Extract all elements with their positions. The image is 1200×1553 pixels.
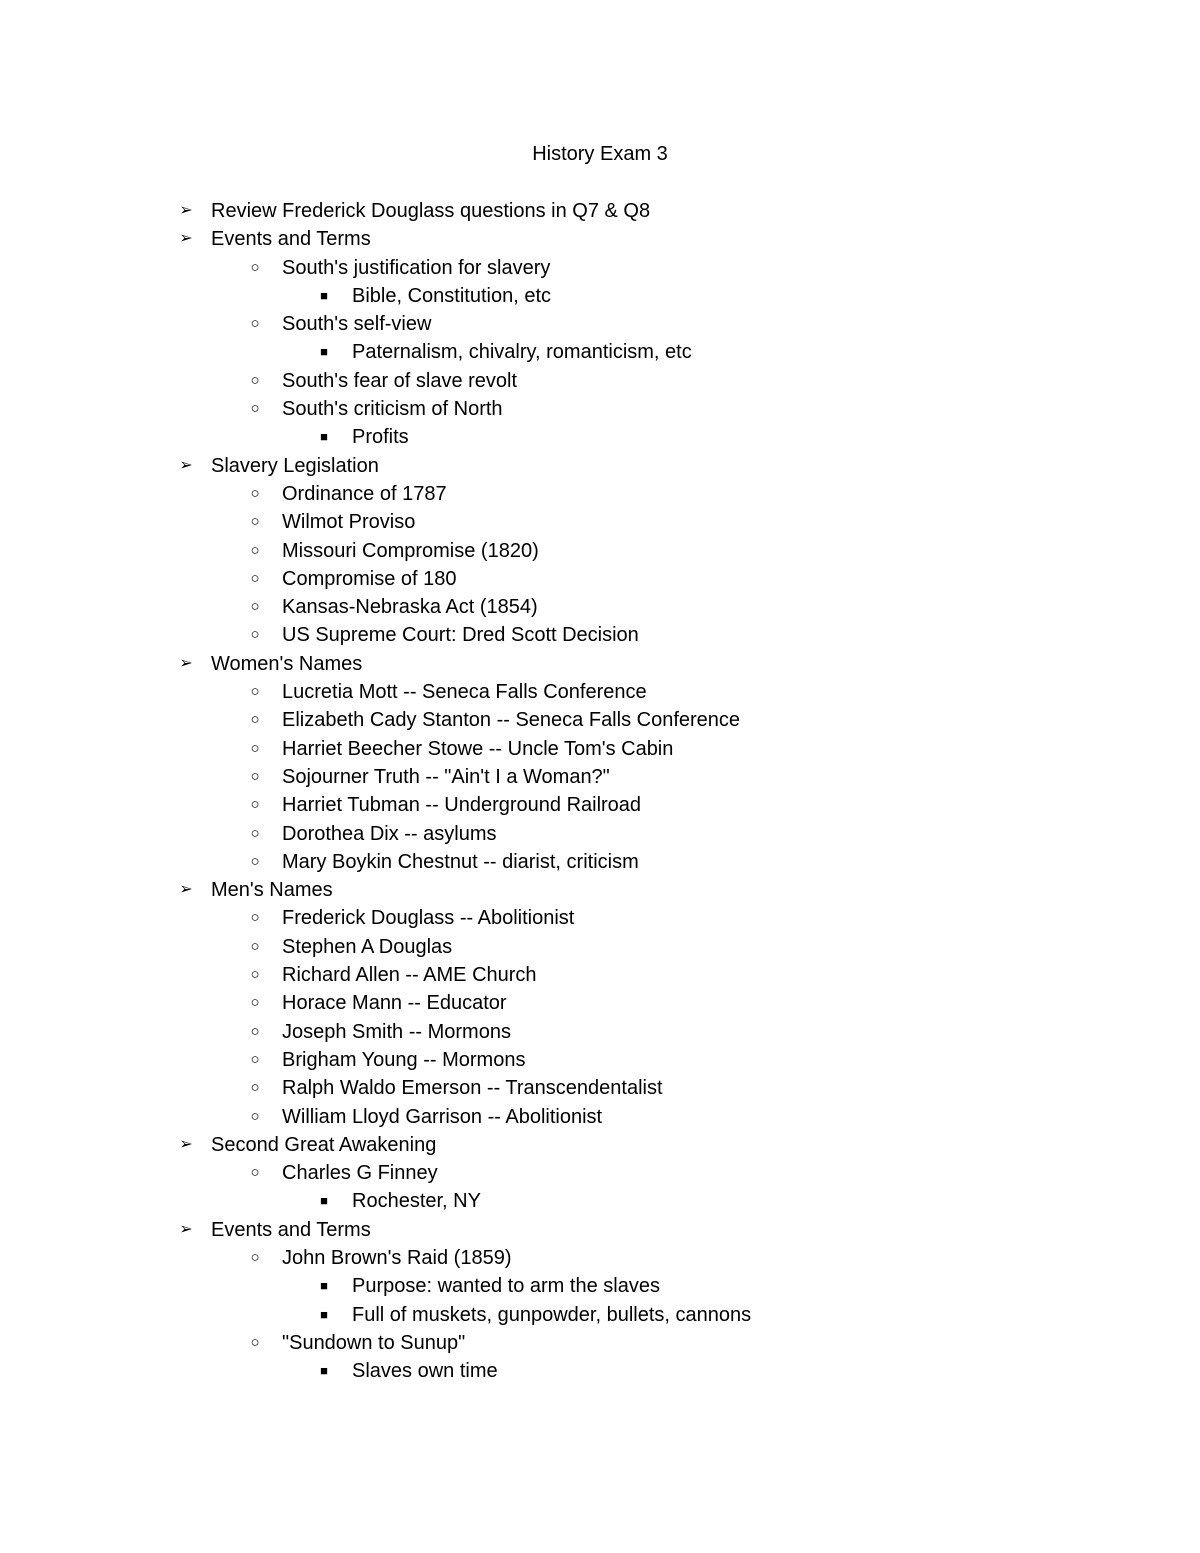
outline-item-text: Rochester, NY xyxy=(352,1190,481,1213)
bullet-level-2: ○ xyxy=(250,1248,260,1266)
bullet-level-2: ○ xyxy=(250,315,260,333)
bullet-level-2: ○ xyxy=(250,937,260,955)
outline-item-text: Kansas-Nebraska Act (1854) xyxy=(282,596,538,619)
document-title: History Exam 3 xyxy=(532,143,668,165)
bullet-level-2: ○ xyxy=(250,994,260,1012)
outline-item-level-2 xyxy=(0,791,1200,819)
outline-item-text: Women's Names xyxy=(211,652,363,675)
outline-item-text: Second Great Awakening xyxy=(211,1133,437,1156)
outline-item-text: Sojourner Truth -- "Ain't I a Woman?" xyxy=(282,765,610,788)
outline-item-text: Bible, Constitution, etc xyxy=(352,284,551,307)
bullet-level-2: ○ xyxy=(250,513,260,531)
outline-item-level-1 xyxy=(0,1131,1200,1159)
outline-item-level-2 xyxy=(0,904,1200,932)
outline-item-text: William Lloyd Garrison -- Abolitionist xyxy=(282,1105,603,1128)
outline-item-text: Stephen A Douglas xyxy=(282,935,453,958)
outline-item-level-3 xyxy=(0,1272,1200,1300)
bullet-level-2: ○ xyxy=(250,1022,260,1040)
bullet-level-3: ■ xyxy=(320,1278,328,1294)
outline-item-level-2 xyxy=(0,254,1200,282)
outline-item-text: Joseph Smith -- Mormons xyxy=(282,1020,511,1043)
outline-item-text: Frederick Douglass -- Abolitionist xyxy=(282,907,575,930)
outline-item-level-1 xyxy=(0,1216,1200,1244)
bullet-level-2: ○ xyxy=(250,739,260,757)
outline-item-text: Ralph Waldo Emerson -- Transcendentalist xyxy=(282,1077,663,1100)
outline-item-level-1 xyxy=(0,876,1200,904)
outline-item-level-1 xyxy=(0,452,1200,480)
outline-item-level-2 xyxy=(0,735,1200,763)
outline-item-text: Harriet Tubman -- Underground Railroad xyxy=(282,794,642,817)
bullet-level-3: ■ xyxy=(320,429,328,445)
bullet-level-2: ○ xyxy=(250,796,260,814)
outline-item-text: Elizabeth Cady Stanton -- Seneca Falls Conference xyxy=(282,709,741,732)
outline-item-level-3 xyxy=(0,338,1200,366)
outline-item-text: Missouri Compromise (1820) xyxy=(282,539,539,562)
outline-item-text: Mary Boykin Chestnut -- diarist, criticism xyxy=(282,850,639,873)
bullet-level-3: ■ xyxy=(320,1363,328,1379)
outline-item-level-2 xyxy=(0,961,1200,989)
bullet-level-2: ○ xyxy=(250,569,260,587)
bullet-level-1: ➢ xyxy=(179,230,193,248)
outline-item-level-2 xyxy=(0,848,1200,876)
outline-item-level-2 xyxy=(0,933,1200,961)
outline-item-level-2 xyxy=(0,593,1200,621)
outline-item-text: Slaves own time xyxy=(352,1360,498,1383)
outline-item-level-2 xyxy=(0,395,1200,423)
outline-item-text: Richard Allen -- AME Church xyxy=(282,964,537,987)
outline-item-level-1 xyxy=(0,650,1200,678)
bullet-level-2: ○ xyxy=(250,541,260,559)
outline-item-text: John Brown's Raid (1859) xyxy=(282,1246,512,1269)
outline-item-level-2 xyxy=(0,480,1200,508)
outline-item-text: Profits xyxy=(352,426,409,449)
outline-item-level-1 xyxy=(0,197,1200,225)
outline-item-text: Lucretia Mott -- Seneca Falls Conference xyxy=(282,681,647,704)
outline-list xyxy=(0,197,1200,1385)
outline-item-level-2 xyxy=(0,310,1200,338)
bullet-level-3: ■ xyxy=(320,287,328,303)
bullet-level-1: ➢ xyxy=(179,1220,193,1238)
outline-item-level-2 xyxy=(0,1244,1200,1272)
outline-item-level-2 xyxy=(0,1018,1200,1046)
outline-item-level-2 xyxy=(0,989,1200,1017)
outline-item-level-3 xyxy=(0,423,1200,451)
outline-item-text: Men's Names xyxy=(211,879,333,902)
bullet-level-2: ○ xyxy=(250,598,260,616)
bullet-level-2: ○ xyxy=(250,909,260,927)
outline-item-text: South's fear of slave revolt xyxy=(282,369,518,392)
outline-item-text: South's self-view xyxy=(282,313,432,336)
outline-item-text: Slavery Legislation xyxy=(211,454,379,477)
outline-item-text: South's justification for slavery xyxy=(282,256,551,279)
outline-item-level-3 xyxy=(0,1357,1200,1385)
bullet-level-1: ➢ xyxy=(179,881,193,899)
outline-item-text: South's criticism of North xyxy=(282,398,503,421)
bullet-level-2: ○ xyxy=(250,400,260,418)
outline-item-text: Brigham Young -- Mormons xyxy=(282,1048,526,1071)
bullet-level-2: ○ xyxy=(250,484,260,502)
outline-item-text: Harriet Beecher Stowe -- Uncle Tom's Cabin xyxy=(282,737,674,760)
bullet-level-2: ○ xyxy=(250,626,260,644)
outline-item-text: Ordinance of 1787 xyxy=(282,482,447,505)
outline-item-level-2 xyxy=(0,820,1200,848)
outline-item-level-2 xyxy=(0,1103,1200,1131)
outline-item-text: Compromise of 180 xyxy=(282,567,457,590)
bullet-level-2: ○ xyxy=(250,767,260,785)
outline-item-text: US Supreme Court: Dred Scott Decision xyxy=(282,624,639,647)
outline-item-level-2 xyxy=(0,706,1200,734)
bullet-level-2: ○ xyxy=(250,852,260,870)
outline-item-level-2 xyxy=(0,1159,1200,1187)
bullet-level-1: ➢ xyxy=(179,1135,193,1153)
bullet-level-2: ○ xyxy=(250,824,260,842)
outline-item-text: Charles G Finney xyxy=(282,1162,438,1185)
bullet-level-3: ■ xyxy=(320,1306,328,1322)
bullet-level-3: ■ xyxy=(320,344,328,360)
outline-item-text: Review Frederick Douglass questions in Q7 & Q8 xyxy=(211,200,651,222)
outline-item-level-2 xyxy=(0,1074,1200,1102)
bullet-level-1: ➢ xyxy=(179,654,193,672)
bullet-level-1: ➢ xyxy=(179,456,193,474)
outline-item-text: Dorothea Dix -- asylums xyxy=(282,822,497,845)
bullet-level-2: ○ xyxy=(250,683,260,701)
outline-item-text: Paternalism, chivalry, romanticism, etc xyxy=(352,341,692,364)
outline-item-level-2 xyxy=(0,565,1200,593)
outline-item-level-1 xyxy=(0,225,1200,253)
outline-item-text: Full of muskets, gunpowder, bullets, cannons xyxy=(352,1303,752,1326)
outline-item-level-2 xyxy=(0,537,1200,565)
outline-item-text: Events and Terms xyxy=(211,228,371,251)
bullet-level-2: ○ xyxy=(250,1333,260,1351)
outline-item-level-2 xyxy=(0,621,1200,649)
bullet-level-2: ○ xyxy=(250,371,260,389)
bullet-level-2: ○ xyxy=(250,1050,260,1068)
outline-item-level-2 xyxy=(0,367,1200,395)
outline-item-level-2 xyxy=(0,1329,1200,1357)
outline-item-level-2 xyxy=(0,678,1200,706)
bullet-level-2: ○ xyxy=(250,1107,260,1125)
outline-item-level-2 xyxy=(0,763,1200,791)
outline-item-text: Events and Terms xyxy=(211,1218,371,1241)
bullet-level-2: ○ xyxy=(250,1079,260,1097)
bullet-level-2: ○ xyxy=(250,711,260,729)
bullet-level-2: ○ xyxy=(250,258,260,276)
outline-item-level-3 xyxy=(0,282,1200,310)
outline-item-text: Purpose: wanted to arm the slaves xyxy=(352,1275,660,1298)
outline-item-level-2 xyxy=(0,508,1200,536)
bullet-level-3: ■ xyxy=(320,1193,328,1209)
outline-item-text: Wilmot Proviso xyxy=(282,511,416,534)
outline-item-text: "Sundown to Sunup" xyxy=(282,1331,466,1354)
outline-item-level-2 xyxy=(0,1046,1200,1074)
outline-item-level-3 xyxy=(0,1187,1200,1215)
bullet-level-1: ➢ xyxy=(179,202,193,219)
outline-item-text: Horace Mann -- Educator xyxy=(282,992,507,1015)
bullet-level-2: ○ xyxy=(250,966,260,984)
bullet-level-2: ○ xyxy=(250,1164,260,1182)
outline-item-level-3 xyxy=(0,1301,1200,1329)
